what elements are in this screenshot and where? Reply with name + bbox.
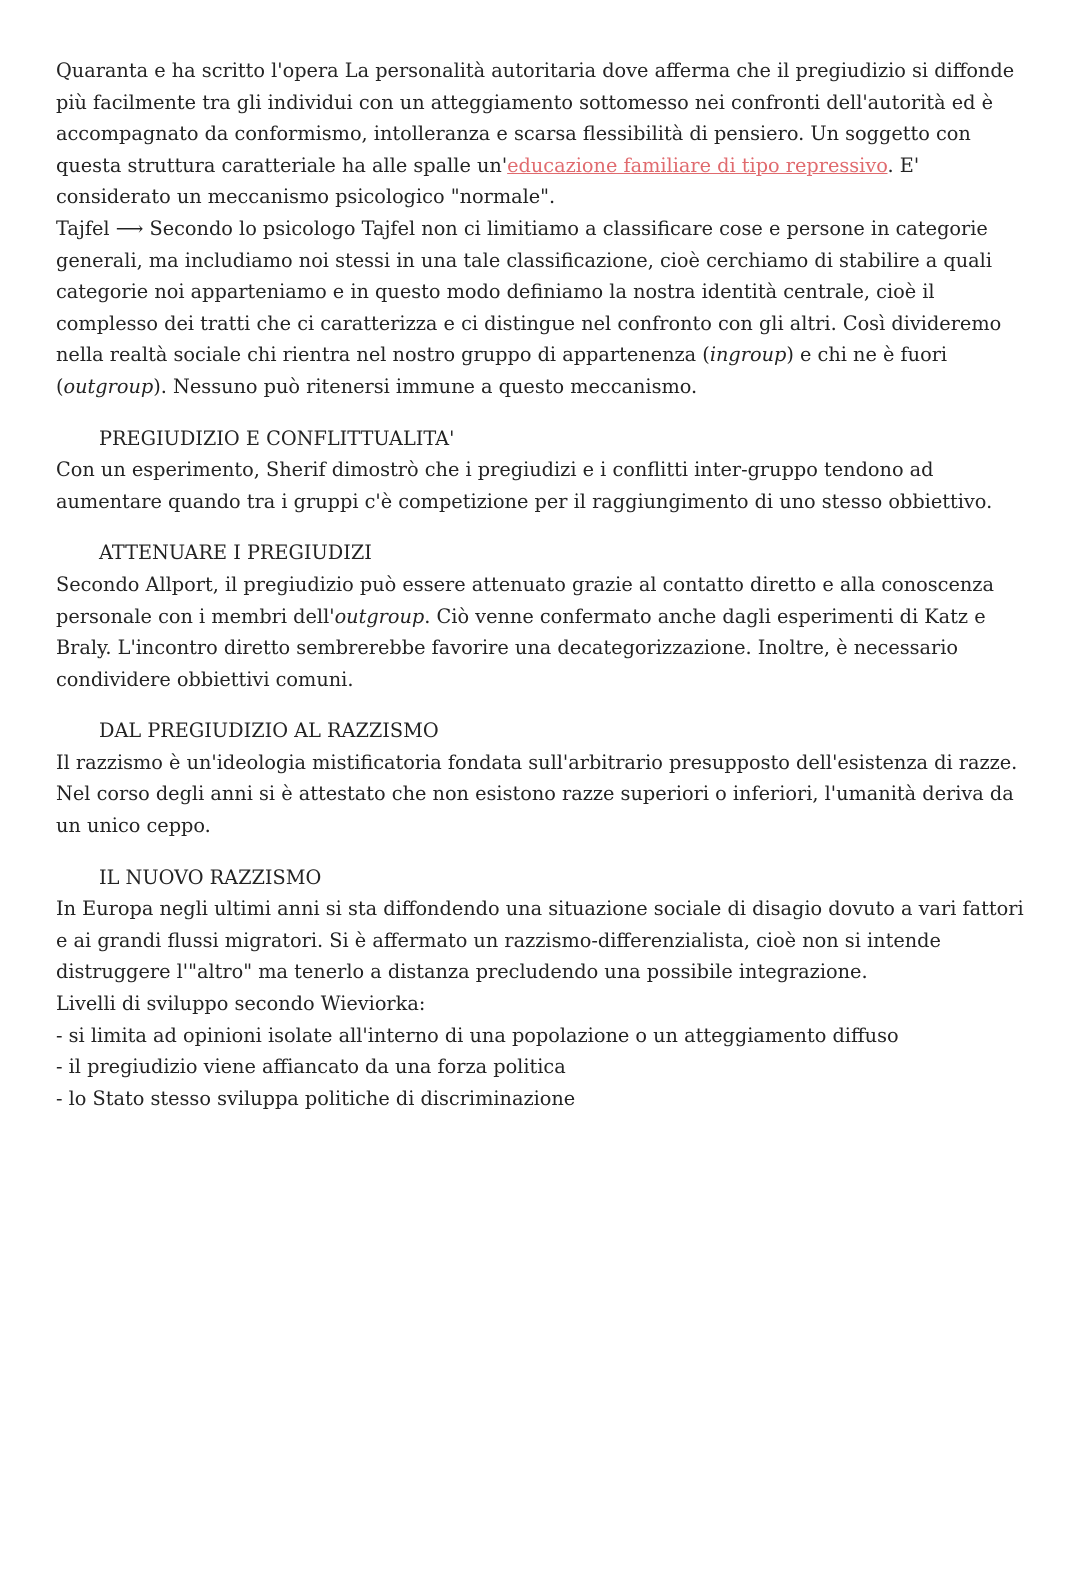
section-body-new-racism: In Europa negli ultimi anni si sta diffondendo una situazione sociale di disagio dovuto a vari fattori e ai grandi flussi migratori. Si è affermato un razzismo-differenzialista, cioè non si intende distruggere l'"altro" ma tenerlo a distanza precludendo una possibile integrazione.	[56, 897, 1024, 984]
levels-list	[56, 1020, 1036, 1115]
section-heading-racism: DAL PREGIUDIZIO AL RAZZISMO	[99, 719, 439, 743]
section-body-conflict: Con un esperimento, Sherif dimostrò che i pregiudizi e i conflitti inter-gruppo tendono ad aumentare quando tra i gruppi c'è competizione per il raggiungimento di uno stesso obbiettivo.	[56, 458, 993, 513]
section-heading-attenuate: ATTENUARE I PREGIUDIZI	[99, 541, 372, 565]
repressive-education-link[interactable]: educazione familiare di tipo repressivo	[507, 153, 888, 177]
ingroup-term: ingroup	[709, 343, 787, 367]
section-body-racism: Il razzismo è un'ideologia mistificatoria fondata sull'arbitrario presupposto dell'esistenza di razze. Nel corso degli anni si è attestato che non esistono razze superiori o inferiori, l'umanità deriva da un unico ceppo.	[56, 750, 1018, 838]
tajfel-paragraph: Tajfel ⟶ Secondo lo psicologo Tajfel non ci limitiamo a classificare cose e persone in categorie generali, ma includiamo noi stessi in una tale classificazione, cioè cerchiamo di stabilire a quali categorie noi apparteniamo e in questo modo definiamo la nostra identità centrale, cioè il complesso dei tratti che ci caratterizza e ci distingue nel confronto con gli altri. Così divideremo nella realtà sociale chi rientra nel nostro gruppo di appartenenza (ingroup) e chi ne è fuori (outgroup). Nessuno può ritenersi immune a questo meccanismo.	[56, 216, 1002, 398]
list-item: - si limita ad opinioni isolate all'interno di una popolazione o un atteggiamento diffuso	[56, 1023, 899, 1047]
tajfel-name: Tajfel	[56, 216, 110, 240]
section-heading-new-racism: IL NUOVO RAZZISMO	[99, 865, 322, 889]
document-page	[56, 55, 1036, 1114]
section-heading-conflict: PREGIUDIZIO E CONFLITTUALITA'	[99, 426, 455, 450]
arrow-icon: ⟶	[115, 216, 144, 240]
levels-title: Livelli di sviluppo secondo Wieviorka:	[56, 992, 426, 1016]
intro-paragraph: Quaranta e ha scritto l'opera La personalità autoritaria dove afferma che il pregiudizio si diffonde più facilmente tra gli individui con un atteggiamento sottomesso nei confronti dell'autorità ed è accompagnato da conformismo, intolleranza e scarsa flessibilità di pensiero. Un soggetto con questa struttura caratteriale ha alle spalle un'educazione familiare di tipo repressivo. E' considerato un meccanismo psicologico "normale".	[56, 59, 1015, 209]
outgroup-term: outgroup	[63, 374, 154, 398]
list-item: - lo Stato stesso sviluppa politiche di discriminazione	[56, 1086, 576, 1110]
section-body-attenuate: Secondo Allport, il pregiudizio può essere attenuato grazie al contatto diretto e alla conoscenza personale con i membri dell'outgroup. Ciò venne confermato anche dagli esperimenti di Katz e Braly. L'incontro diretto sembrerebbe favorire una decategorizzazione. Inoltre, è necessario condividere obbiettivi comuni.	[56, 572, 994, 691]
outgroup-term: outgroup	[334, 604, 425, 628]
list-item: - il pregiudizio viene affiancato da una forza politica	[56, 1055, 566, 1079]
